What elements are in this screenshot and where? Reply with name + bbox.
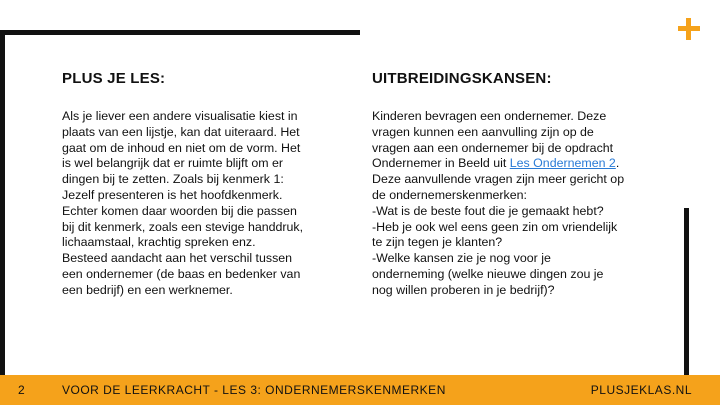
right-heading: UITBREIDINGSKANSEN: xyxy=(372,70,552,87)
left-line: Besteed aandacht aan het verschil tussen xyxy=(62,251,293,266)
right-line: de ondernemerskenmerken: xyxy=(372,187,527,202)
right-line: -Welke kansen zie je nog voor je xyxy=(372,251,551,266)
link-line-prefix: Ondernemer in Beeld uit xyxy=(372,156,510,171)
left-line: is wel belangrijk dat er ruimte blijft om er xyxy=(62,156,284,171)
page-number: 2 xyxy=(18,383,25,397)
right-line: te zijn tegen je klanten? xyxy=(372,235,503,250)
right-line: vragen kunnen een aanvulling zijn op de xyxy=(372,124,594,139)
left-heading: PLUS JE LES: xyxy=(62,70,166,87)
left-body xyxy=(62,109,342,299)
left-line: gaat om de inhoud en niet om de vorm. Het xyxy=(62,140,301,155)
left-line: Jezelf presenteren is het hoofdkenmerk. xyxy=(62,187,283,202)
link-line-suffix: . xyxy=(615,156,620,171)
left-line: Als je liever een andere visualisatie kiest in xyxy=(62,109,298,123)
left-line: bij dit kenmerk, zoals een stevige handdruk, xyxy=(62,219,304,234)
frame-left-line xyxy=(0,30,5,375)
left-line: plaats van een lijstje, kan dat uiteraard. Het xyxy=(62,124,300,139)
footer-lesson-title: VOOR DE LEERKRACHT - LES 3: ONDERNEMERSKENMERKEN xyxy=(62,383,446,397)
right-body xyxy=(372,109,672,299)
right-line: Deze aanvullende vragen zijn meer gericht op xyxy=(372,172,625,187)
right-line-with-link xyxy=(372,156,672,172)
plus-icon xyxy=(678,18,700,40)
frame-top-line xyxy=(0,30,360,35)
frame-right-line xyxy=(684,208,689,375)
left-line: een bedrijf) en een werknemer. xyxy=(62,282,233,297)
left-line: Echter komen daar woorden bij die passen xyxy=(62,203,297,218)
right-column xyxy=(372,70,672,299)
right-line: onderneming (welke nieuwe dingen zou je xyxy=(372,266,604,281)
right-line: vragen aan een ondernemer bij de opdracht xyxy=(372,140,614,155)
les-ondernemen-link[interactable]: Les Ondernemen 2 xyxy=(509,156,616,171)
right-line: -Wat is de beste fout die je gemaakt hebt? xyxy=(372,203,604,218)
right-line: nog willen proberen in je bedrijf)? xyxy=(372,282,555,297)
left-line: dingen bij te zetten. Zoals bij kenmerk 1: xyxy=(62,172,284,187)
right-line: Kinderen bevragen een ondernemer. Deze xyxy=(372,109,607,123)
footer-bar xyxy=(0,375,720,405)
right-line: -Heb je ook wel eens geen zin om vriendelijk xyxy=(372,219,618,234)
footer-site-name: PLUSJEKLAS.NL xyxy=(590,383,692,397)
left-line: lichaamstaal, krachtig spreken enz. xyxy=(62,235,256,250)
left-line: een ondernemer (de baas en bedenker van xyxy=(62,266,301,281)
left-column xyxy=(62,70,342,299)
